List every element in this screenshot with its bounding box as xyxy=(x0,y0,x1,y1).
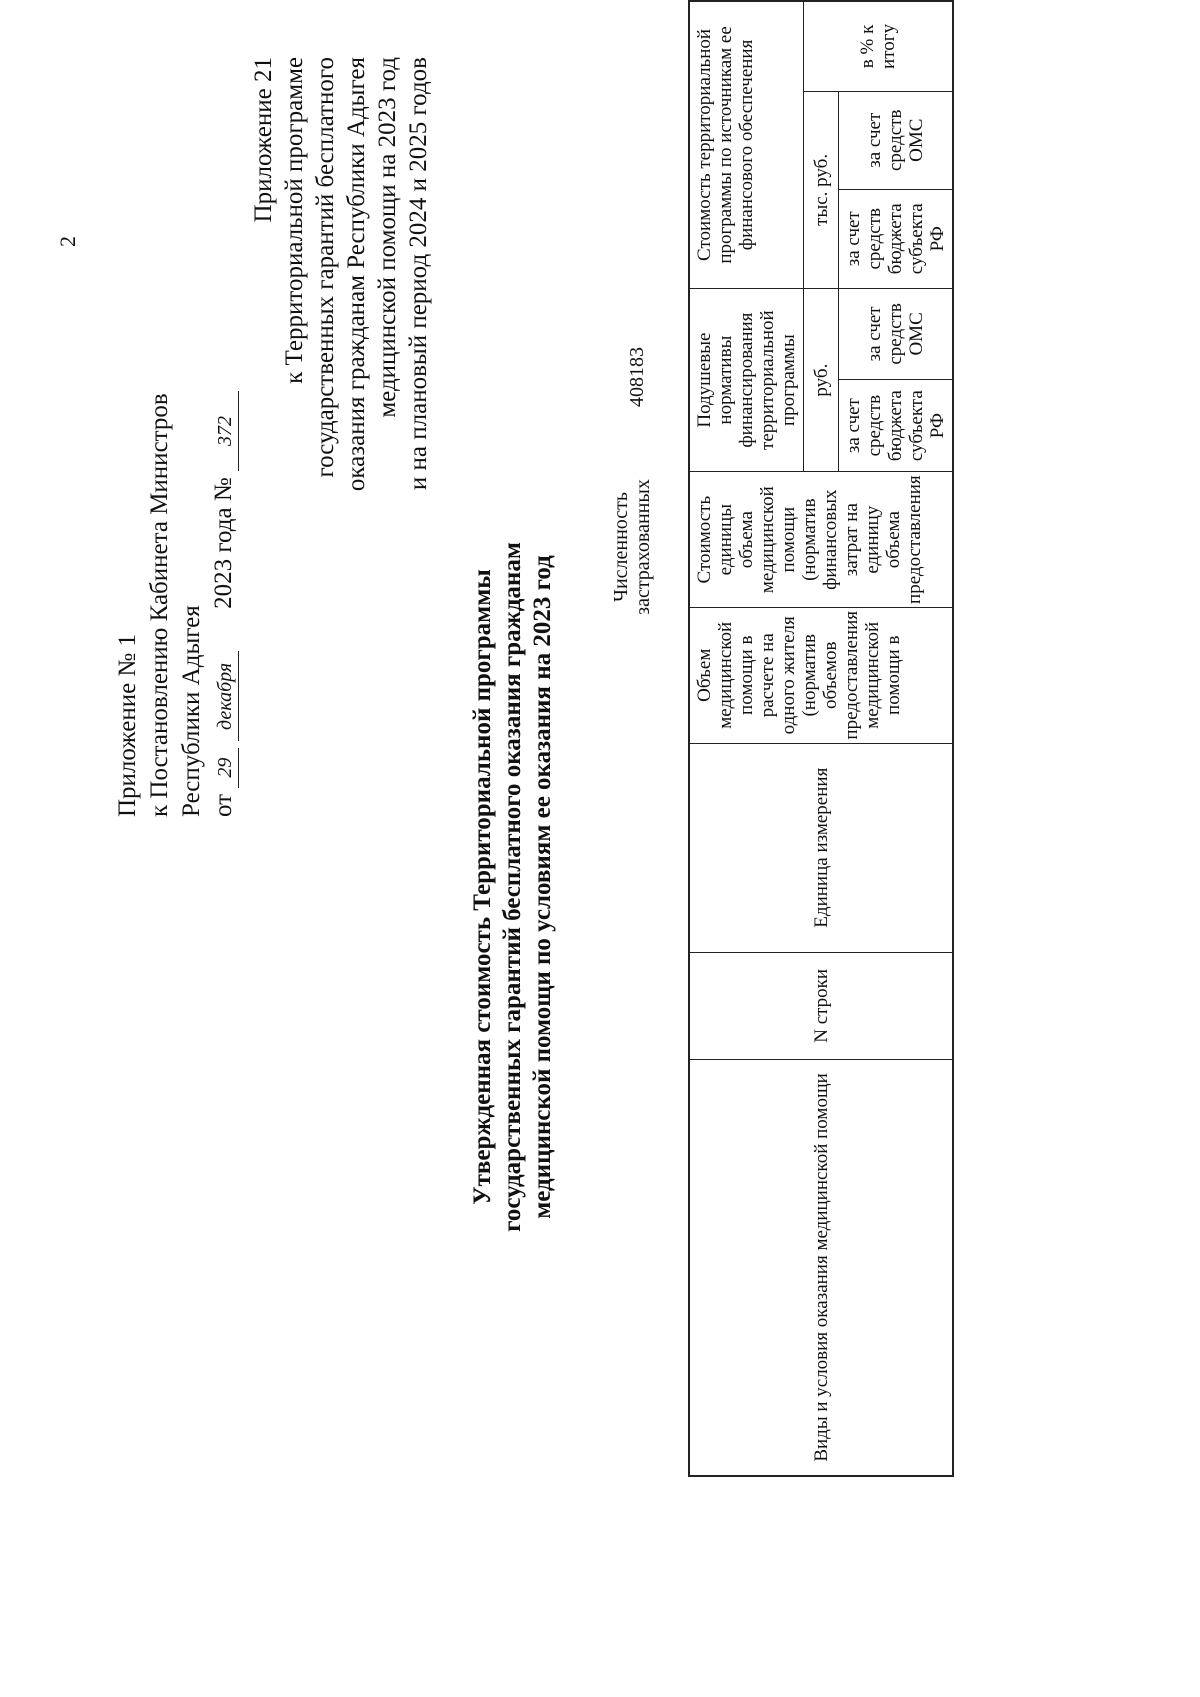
header-types-of-care: Виды и условия оказания медицинской помощи xyxy=(689,1059,953,1476)
date-prefix: от xyxy=(210,793,237,817)
date-month: декабря xyxy=(212,651,239,741)
insured-count-value: 408183 xyxy=(626,347,648,407)
document-title xyxy=(468,537,558,1237)
header-percent-of-total: в % к итогу xyxy=(804,1,954,91)
annex-block xyxy=(248,57,434,697)
header-per-capita-budget: за счет средств бюджета субъекта РФ xyxy=(839,379,954,471)
title-line-2: государственных гарантий бесплатного оказания гражданам xyxy=(499,542,526,1232)
annex-line-6: и на плановый период 2024 и 2025 годов xyxy=(405,57,432,491)
approval-block xyxy=(112,177,240,817)
annex-line-4: оказания гражданам Республики Адыгея xyxy=(343,57,370,492)
annex-line-1: Приложение 21 xyxy=(250,57,277,223)
annex-line-5: медицинской помощи на 2023 год xyxy=(374,57,401,418)
header-row-number: N строки xyxy=(689,952,953,1059)
annex-line-2: к Территориальной программе xyxy=(281,57,308,384)
header-per-capita: Подушевые нормативы финансирования территориальной программы xyxy=(689,288,804,471)
approval-line-1: Приложение № 1 xyxy=(114,633,141,817)
header-cost-oms: за счет средств ОМС xyxy=(839,91,954,189)
approval-line-2: к Постановлению Кабинета Министров xyxy=(146,393,173,817)
header-cost-budget: за счет средств бюджета субъекта РФ xyxy=(839,189,954,288)
header-unit-cost-cell xyxy=(689,472,953,608)
cost-table xyxy=(688,0,954,1477)
page-number: 2 xyxy=(55,236,80,247)
header-unit-rub: руб. xyxy=(804,288,839,471)
header-volume: Объем медицинской помощи в расчете на одного жителя (норматив объемов предоставления медицинской помощи в xyxy=(694,610,904,740)
header-per-capita-oms: за счет средств ОМС xyxy=(839,288,954,379)
approval-line-3: Республики Адыгея xyxy=(178,605,205,817)
title-line-3: медицинской помощи по условиям ее оказания на 2023 год xyxy=(529,555,556,1219)
header-unit: Единица измерения xyxy=(689,743,953,952)
header-unit-cost: Стоимость единицы объема медицинской помощи (норматив финансовых затрат на единицу объема предоставления xyxy=(694,475,925,604)
document-number: 372 xyxy=(212,391,239,471)
date-day: 29 xyxy=(212,748,239,788)
header-unit-thousand-rub: тыс. руб. xyxy=(804,91,839,288)
insured-count-label: Численность застрахованных xyxy=(610,479,654,615)
header-volume-cell xyxy=(689,607,953,743)
title-line-1: Утвержденная стоимость Территориальной программы xyxy=(469,569,496,1205)
annex-line-3: государственных гарантий бесплатного xyxy=(312,57,339,478)
header-cost-by-source: Стоимость территориальной программы по источникам ее финансового обеспечения xyxy=(689,1,804,288)
approval-date-line xyxy=(208,177,240,817)
date-year: 2023 года № xyxy=(210,477,237,609)
